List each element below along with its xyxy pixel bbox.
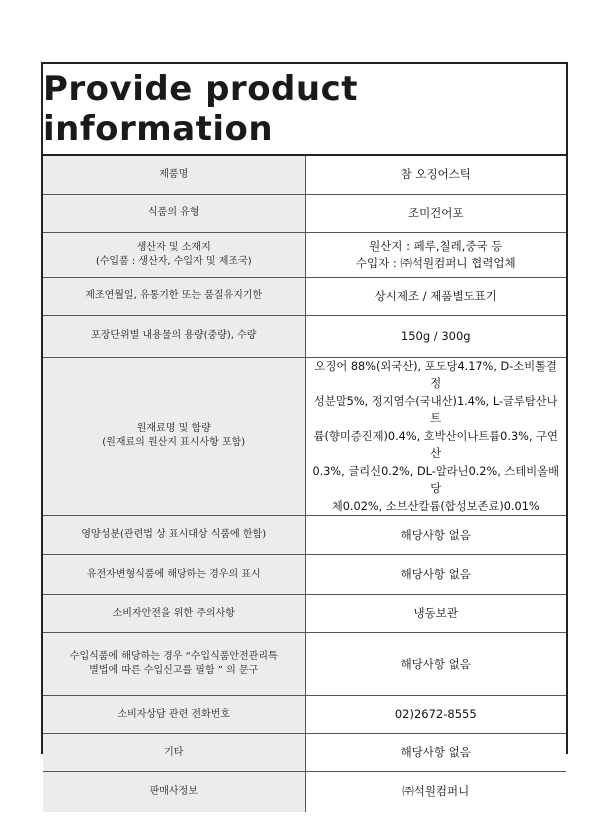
title-box <box>43 64 566 156</box>
row-value-line: 오징어 88%(외국산), 포도당4.17%, D-소비톨결정 <box>314 359 557 390</box>
row-value <box>305 696 566 734</box>
row-label-line: 식품의 유형 <box>148 207 200 218</box>
row-value-line: 해당사항 없음 <box>400 567 471 581</box>
table-row <box>43 633 566 696</box>
table-row <box>43 555 566 595</box>
row-value <box>305 194 566 232</box>
row-label <box>43 156 305 194</box>
row-value <box>305 633 566 696</box>
row-label-line: 소비자상담 관련 전화번호 <box>117 708 231 720</box>
row-label-line: 제품명 <box>159 168 189 180</box>
row-label-line: 별법에 따른 수입신고를 필함 ” 의 문구 <box>89 665 259 676</box>
table-row <box>43 232 566 277</box>
table-row <box>43 595 566 633</box>
row-label <box>43 696 305 734</box>
row-value-line: 원산지 : 페루,칠레,중국 등 <box>369 238 503 253</box>
page-title: Provide product information <box>43 69 359 149</box>
row-label <box>43 633 305 696</box>
row-label <box>43 315 305 357</box>
product-info-sheet <box>41 62 568 799</box>
row-label <box>43 555 305 595</box>
row-label-line: 기타 <box>164 746 184 758</box>
row-value-line: 참 오징어스틱 <box>400 167 471 182</box>
row-label-line: 생산자 및 소재지 <box>136 241 211 253</box>
row-label <box>43 772 305 812</box>
table-row <box>43 516 566 555</box>
row-label-line: 제조연월일, 유통기한 또는 품질유지기한 <box>85 290 263 301</box>
row-value <box>305 357 566 516</box>
row-value-line: 냉동보관 <box>413 606 458 620</box>
row-value-line: 륨(향미증진제)0.4%, 호박산이나트륨0.3%, 구연산 <box>313 429 558 460</box>
row-value <box>305 156 566 194</box>
table-row <box>43 315 566 357</box>
row-label <box>43 357 305 516</box>
row-value <box>305 595 566 633</box>
row-label-line: (원재료의 원산지 표시사항 포함) <box>102 437 246 449</box>
row-value <box>305 232 566 277</box>
row-label-line: 판매사정보 <box>149 785 198 797</box>
table-row <box>43 277 566 315</box>
row-label-line: (수입품 : 생산자, 수입자 및 제조국) <box>95 255 252 267</box>
table-row <box>43 734 566 772</box>
row-value <box>305 315 566 357</box>
row-label <box>43 734 305 772</box>
row-value-line: 체0.02%, 소브산칼륨(합성보존료)0.01% <box>331 499 540 513</box>
row-value-line: 해당사항 없음 <box>400 656 471 671</box>
row-value <box>305 772 566 812</box>
table-row <box>43 156 566 194</box>
row-value <box>305 555 566 595</box>
table-row <box>43 696 566 734</box>
row-value-line: 상시제조 / 제품별도표기 <box>374 288 497 303</box>
row-value-line: 수입자 : ㈜석원컴퍼니 협력업체 <box>355 255 516 270</box>
row-label-line: 원재료명 및 함량 <box>136 423 211 435</box>
row-label <box>43 595 305 633</box>
row-value-line: 조미건어포 <box>407 205 464 220</box>
row-value-line: 02)2672-8555 <box>394 707 477 721</box>
row-label <box>43 277 305 315</box>
row-value-line: 0.3%, 글리신0.2%, DL-알라닌0.2%, 스테비올배당 <box>312 464 560 495</box>
row-label <box>43 232 305 277</box>
row-value-line: 해당사항 없음 <box>400 527 471 542</box>
table-row <box>43 357 566 516</box>
table-row <box>43 194 566 232</box>
product-info-table <box>43 156 566 812</box>
row-label-line: 소비자안전을 위한 주의사항 <box>112 607 235 619</box>
row-value-line: 성분말5%, 정지염수(국내산)1.4%, L-글루탐산나트 <box>313 394 558 425</box>
row-value-line: 해당사항 없음 <box>400 745 471 759</box>
row-value <box>305 516 566 555</box>
row-label <box>43 516 305 555</box>
row-value <box>305 734 566 772</box>
row-label-line: 수입식품에 해당하는 경우 “수입식품안전관리특 <box>69 651 278 662</box>
row-value <box>305 277 566 315</box>
row-label-line: 영양성분(관련법 상 표시대상 식품에 한함) <box>81 529 267 540</box>
row-label <box>43 194 305 232</box>
row-label-line: 포장단위별 내용물의 용량(중량), 수량 <box>91 330 257 341</box>
row-label-line: 유전자변형식품에 해당하는 경우의 표시 <box>86 568 261 580</box>
row-value-line: ㈜석원컴퍼니 <box>402 784 470 799</box>
table-row <box>43 772 566 812</box>
row-value-line: 150g / 300g <box>400 328 471 343</box>
